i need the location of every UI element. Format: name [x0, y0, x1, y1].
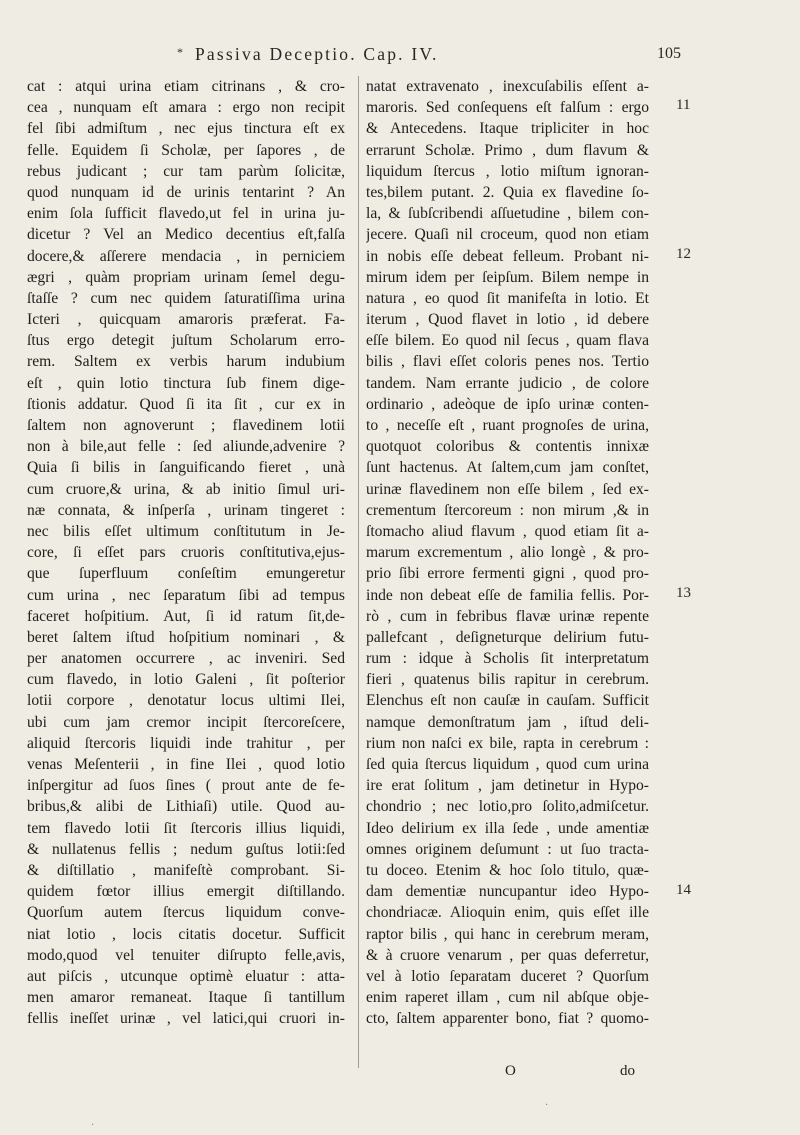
text-line: rium non naſci ex bile, rapta in cerebrum : — [366, 734, 649, 752]
margin-number: 14 — [676, 881, 691, 898]
text-line: errarunt Scholæ. Primo , dum flavum & — [366, 141, 649, 159]
text-line: & Antecedens. Itaque tripliciter in hoc — [366, 120, 649, 138]
text-line: aliquid ſtercoris liquidi inde trahitur , per — [27, 734, 345, 752]
text-line: Icteri , quicquam amaroris præferat. Fa- — [27, 311, 345, 329]
text-line: rem. Saltem ex verbis harum indubium — [27, 353, 345, 371]
text-line: pallefcant , deſigneturque delirium futu- — [366, 628, 649, 646]
text-line: namque demonſtratum jam , iſtud deli- — [366, 713, 649, 731]
text-line: chondriacæ. Alioquin enim, quis eſſet ille — [366, 904, 649, 922]
text-line: ire erat ſolitum , jam detinetur in Hypo- — [366, 777, 649, 795]
text-line: & nullatenus fellis ; nedum guſtus lotii:ſed — [27, 840, 345, 858]
text-line: eſſe bilem. Eo quod nil ſecus , quam flava — [366, 332, 649, 350]
running-title: Passiva Deceptio. Cap. IV. — [195, 44, 439, 64]
text-line: cum cruore,& urina, & ab initio ſimul uri- — [27, 480, 345, 498]
text-line: ægri , quàm propriam urinam ſemel degu- — [27, 268, 345, 286]
text-line: enim raperet illam , cum nil abſque obje- — [366, 989, 649, 1007]
text-line: quotquot coloribus & contentis innixæ — [366, 438, 649, 456]
margin-number: 12 — [676, 245, 691, 262]
text-line: cum flavedo, in lotio Galeni , ſit poſterior — [27, 671, 345, 689]
text-line: bilis , flavi eſſet coloris penes nos. Tertio — [366, 353, 649, 371]
text-line: core, ſi eſſet pars cruoris conſtitutiva,ejus- — [27, 544, 345, 562]
right-text-column — [366, 76, 649, 1029]
text-line: rum : idque à Scholis ſit interpretatum — [366, 650, 649, 668]
text-line: docere,& aſſerere mendacia , in perniciem — [27, 247, 345, 265]
text-line: prio ſibi errore fermenti gigni , quod pro- — [366, 565, 649, 583]
text-line: non à bile,aut felle : ſed aliunde,advenire ? — [27, 438, 345, 456]
header-ornament: * — [177, 45, 186, 59]
text-line: tandem. Nam errante judicio , de colore — [366, 374, 649, 392]
text-line: aut piſcis , utcunque optimè eluatur : atta- — [27, 967, 345, 985]
text-line: cat : atqui urina etiam citrinans , & cro- — [27, 78, 345, 95]
text-line: que ſuperfluum conſeſtim emungeretur — [27, 565, 345, 583]
text-line: crementum ſtercoreum : non mirum ,& in — [366, 501, 649, 519]
text-line: ordinario , adeòque de ipſo urinæ conten- — [366, 395, 649, 413]
signature-mark: O — [505, 1063, 516, 1079]
text-line: marum excrementum , alio longè , & pro- — [366, 544, 649, 562]
text-line: felle. Equidem ſi Scholæ, per ſapores , de — [27, 141, 345, 159]
text-line: faceret hoſpitium. Aut, ſi id ratum ſit,de- — [27, 607, 345, 625]
text-line: dam dementiæ nuncupantur ideo Hypo- — [366, 883, 649, 901]
text-line: ſunt hactenus. At ſaltem,cum jam conſtet, — [366, 459, 649, 477]
text-line: jecere. Quaſi nil croceum, quod non etiam — [366, 226, 649, 244]
text-line: raptor bilis , qui hanc in cerebrum meram, — [366, 925, 649, 943]
paper-speck: · — [545, 1100, 549, 1111]
text-line: eſt , quin lotio tinctura ſub finem dige- — [27, 374, 345, 392]
text-line: chondrio ; nec lotio,pro ſolito,admiſcetur. — [366, 798, 649, 816]
text-line: niat lotio , locis citatis docetur. Sufficit — [27, 925, 345, 943]
text-line: maroris. Sed conſequens eſt falſum : ergo — [366, 99, 649, 117]
text-line: fellis ineſſet urinæ , vel latici,qui cruori in- — [27, 1010, 345, 1028]
text-line: & diſtillatio , manifeſtè comprobant. Si- — [27, 861, 345, 879]
text-line: natura , eo quod ſit manifeſta in lotio. Et — [366, 289, 649, 307]
text-line: tem flavedo lotii ſit ſtercoris illius liquidi, — [27, 819, 345, 837]
text-line: liquidum ſtercus , lotio miſtum ignoran- — [366, 162, 649, 180]
text-line: & à cruore venarum , per quas deferretur, — [366, 946, 649, 964]
text-line: vel à lotio ſeparatam duceret ? Quorſum — [366, 967, 649, 985]
text-line: la, & ſubſcribendi aſſuetudine , bilem con- — [366, 205, 649, 223]
text-line: fieri , quatenus bilis rapitur in cerebrum. — [366, 671, 649, 689]
text-line: inde non debeat eſſe de familia fellis. Por- — [366, 586, 649, 604]
text-line: tu doceo. Etenim & hoc ſolo titulo, quæ- — [366, 861, 649, 879]
text-line: næ connata, & inſperſa , urinam tingeret : — [27, 501, 345, 519]
text-line: quidem fœtor illius emergit diſtillando. — [27, 883, 345, 901]
text-line: cto, ſaltem apparenter bono, fiat ? quomo- — [366, 1010, 649, 1028]
text-line: lotii corpore , denotatur locus ultimi Ilei, — [27, 692, 345, 710]
text-line: mirum idem per ſeipſum. Bilem nempe in — [366, 268, 649, 286]
text-line: cum urina , nec ſeparatum ſibi ad tempus — [27, 586, 345, 604]
text-line: men amaror remaneat. Itaque ſi tantillum — [27, 989, 345, 1007]
text-line: bribus,& alibi de Lithiaſi) utile. Quod au- — [27, 798, 345, 816]
paper-speck: · — [91, 1120, 95, 1131]
text-line: natat extravenato , inexcuſabilis eſſent a- — [366, 78, 649, 95]
text-line: enim ſola ſufficit flavedo,ut fel in urina ju- — [27, 205, 345, 223]
text-line: Elenchus eſt non cauſæ in cauſam. Sufficit — [366, 692, 649, 710]
left-text-column — [27, 76, 345, 1029]
page-number: 105 — [657, 45, 681, 62]
margin-number: 11 — [676, 97, 691, 114]
text-line: iterum , Quod flavet in lotio , id debere — [366, 311, 649, 329]
text-line: beret ſaltem iſtud hoſpitium nominari , & — [27, 628, 345, 646]
text-line: Ideo delirium ex illa ſede , unde amentiæ — [366, 819, 649, 837]
text-line: cea , nunquam eſt amara : ergo non recipit — [27, 99, 345, 117]
text-line: quod nunquam id de urinis tentarint ? An — [27, 183, 345, 201]
text-line: per anatomen occurrere , ac inveniri. Sed — [27, 650, 345, 668]
catchword: do — [620, 1063, 635, 1079]
text-line: dicetur ? Vel an Medico decentius eſt,falſa — [27, 226, 345, 244]
text-line: ſed quia ſtercus liquidum , quod cum urina — [366, 756, 649, 773]
text-line: ubi cum jam cremor incipit ſtercoreſcere, — [27, 713, 345, 731]
text-line: Quorſum autem ſtercus liquidum conve- — [27, 904, 345, 922]
text-line: rebus judicant ; cur tam parùm ſolicitæ, — [27, 162, 345, 180]
text-line: fel ſibi admiſtum , nec ejus tinctura eſt ex — [27, 120, 345, 138]
text-line: inſpergitur ad ſuos ſines ( prout ante de fe- — [27, 777, 345, 795]
running-header — [177, 44, 665, 70]
text-line: ſaltem non agnoverunt ; flavedinem lotii — [27, 417, 345, 434]
text-line: in nobis eſſe debeat felleum. Probant ni- — [366, 247, 649, 265]
text-line: omnes originem deſumunt : ut ſuo tracta- — [366, 840, 649, 858]
margin-number: 13 — [676, 584, 691, 601]
text-line: rò , cum in febribus flavæ urinæ repente — [366, 607, 649, 625]
text-line: tes,bilem putant. 2. Quia ex flavedine ſo- — [366, 183, 649, 201]
text-line: urinæ flavedinem non eſſe bilem , ſed ex- — [366, 480, 649, 498]
text-line: venas Meſenterii , in fine Ilei , quod lotio — [27, 756, 345, 773]
text-line: nec bilis eſſet ultimum conſtitutum in Je- — [27, 522, 345, 540]
text-line: ſtionis addatur. Quod ſi ita ſit , cur ex in — [27, 395, 345, 413]
column-divider — [358, 76, 359, 1068]
text-line: ſtomacho aliud flavum , quod etiam ſit a- — [366, 522, 649, 540]
text-line: modo,quod vel tenuiter diſrupto felle,avis, — [27, 946, 345, 964]
text-line: to , neceſſe eſt , ruant prognoſes de urina, — [366, 417, 649, 434]
text-line: ſtus ergo detegit juſtum Scholarum erro- — [27, 332, 345, 350]
text-line: Quia ſi bilis in ſanguificando fieret , unà — [27, 459, 345, 477]
text-line: ſtaſſe ? cum nec quidem ſaturatiſſima urina — [27, 289, 345, 307]
